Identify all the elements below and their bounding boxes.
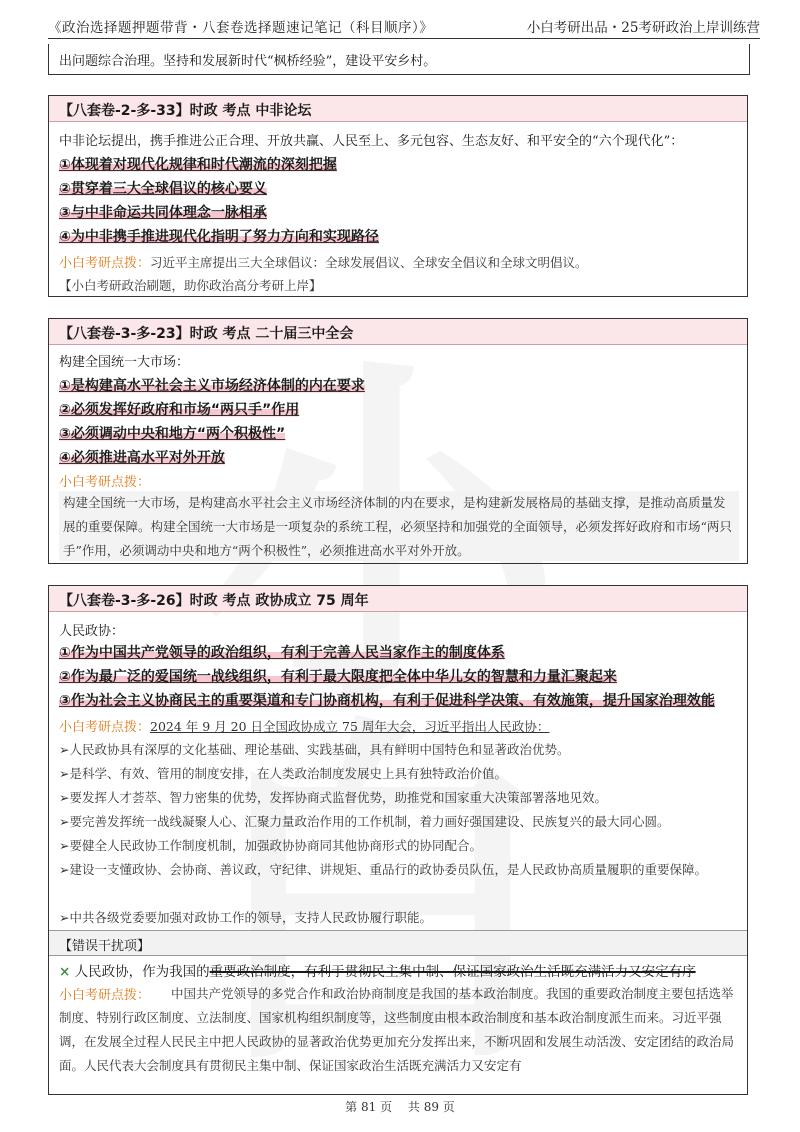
page-number: 第 81 页 [345,1100,393,1114]
list-item: ④必须推进高水平对外开放 [59,450,225,466]
list-item: ③与中非命运共同体理念一脉相承 [59,205,267,221]
card-intro: 中非论坛提出，携手推进公正合理、开放共赢、人民至上、多元包容、生态友好、和平安全的“六个现代化”： [59,134,684,149]
list-item: ②贯穿着三大全球倡议的核心要义 [59,181,267,197]
tip-label: 小白考研点拨： [59,720,151,735]
error-text-struck: 重要政治制度，有利于贯彻民主集中制、保证国家政治生活既充满活力又安定有序 [209,964,696,980]
tip2-paragraph: 中国共产党领导的多党合作和政治协商制度是我国的基本政治制度。我国的重要政治制度主要包括选举制度、特别行政区制度、立法制度、国家机构组织制度等，这些制度由根本政治制度和基本政治制度派生而来。习近平强调，在发展全过程人民民主中把人民政协的显著政治优势更加充分发挥出来，不断巩固和发展生动活泼、安定团结的政治局面。人民代表大会制度具有贯彻民主集中制、保证国家政治生活既充满活力又安定有 [59,986,735,1073]
bullet-item: ➢是科学、有效、管用的制度安排，在人类政治制度发展史上具有独特政治价值。 [59,766,507,781]
header-title: 《政治选择题押题带背・八套卷选择题速记笔记（科目顺序）》 [48,20,434,36]
list-item: ①是构建高水平社会主义市场经济体制的内在要求 [59,378,365,394]
bullet-item: ➢要健全人民政协工作制度机制，加强政协协商同其他协商形式的协同配合。 [59,838,482,853]
bullet-item: ➢建设一支懂政协、会协商、善议政，守纪律、讲规矩、重品行的政协委员队伍，是人民政协高质量履职的重要保障。 [59,862,707,877]
bullet-item: ➢要发挥人才荟萃、智力密集的优势，发挥协商式监督优势，助推党和国家重大决策部署落地见效。 [59,790,607,805]
card-third-plenary [48,318,748,564]
card-title: 【八套卷-2-多-33】时政 考点 中非论坛 [49,96,747,122]
wrong-mark-icon: × [59,964,71,980]
tip-paragraph: 构建全国统一大市场，是构建高水平社会主义市场经济体制的内在要求，是构建新发展格局的基础支撑，是推动高质量发展的重要保障。构建全国统一大市场是一项复杂的系统工程，必须坚持和加强党的全面领导，必须发挥好政府和市场“两只手”作用，必须调动中央和地方“两个积极性”，必须推进高水平对外开放。 [59,491,739,561]
bullet-item: ➢要完善发挥统一战线凝聚人心、汇聚力量政治作用的工作机制，着力画好强国建设、民族复兴的最大同心圆。 [59,814,670,829]
list-item: ③作为社会主义协商民主的重要渠道和专门协商机构，有利于促进科学决策、有效施策，提升国家治理效能 [59,693,715,709]
page-header [48,14,760,38]
list-item: ④为中非携手推进现代化指明了努力方向和实现路径 [59,229,379,245]
list-item: ②必须发挥好政府和市场“两只手”作用 [59,402,300,418]
tip-text: 2024 年 9 月 20 日全国政协成立 75 周年大会，习近平指出人民政协： [150,719,550,734]
tip-text: 习近平主席提出三大全球倡议：全球发展倡议、全球安全倡议和全球文明倡议。 [150,255,588,270]
card-intro: 构建全国统一大市场： [59,355,190,370]
tip [59,252,588,271]
bullet-item: ➢中共各级党委要加强对政协工作的领导，支持人民政协履行职能。 [59,910,432,925]
list-item: ②作为最广泛的爱国统一战线组织，有利于最大限度把全体中华儿女的智慧和力量汇聚起来 [59,669,617,685]
list-item: ③必须调动中央和地方“两个积极性” [59,426,286,442]
promo-note: 【小白考研政治刷题，助你政治高分考研上岸】 [59,278,322,293]
page-total: 共 89 页 [407,1100,455,1114]
error-section-header [49,930,747,956]
card-cppcc-75 [48,585,748,1095]
tip-label: 小白考研点拨： [59,256,151,271]
card-zhongfei-forum [48,95,748,297]
page-footer [0,1098,800,1115]
error-title: 【错误干扰项】 [59,939,151,954]
continuation-text: 出问题综合治理。坚持和发展新时代“枫桥经验”，建设平安乡村。 [59,54,437,69]
tip [59,716,549,735]
tip2-label: 小白考研点拨： [59,988,151,1003]
previous-card-continuation [48,44,750,75]
card-title: 【八套卷-3-多-26】时政 考点 政协成立 75 周年 [49,586,747,612]
error-text-plain: 人民政协，作为我国的 [74,964,210,980]
list-item: ①作为中国共产党领导的政治组织，有利于完善人民当家作主的制度体系 [59,645,505,661]
header-divider [48,38,760,39]
card-intro: 人民政协： [59,624,125,639]
card-title: 【八套卷-3-多-23】时政 考点 二十届三中全会 [49,319,747,345]
error-option [59,960,696,980]
header-brand: 小白考研出品・25考研政治上岸训练营 [526,20,760,36]
bullet-item: ➢人民政协具有深厚的文化基础、理论基础、实践基础，具有鲜明中国特色和显著政治优势。 [59,742,570,757]
tip-label: 小白考研点拨： [59,475,151,490]
list-item: ①体现着对现代化规律和时代潮流的深刻把握 [59,157,337,173]
